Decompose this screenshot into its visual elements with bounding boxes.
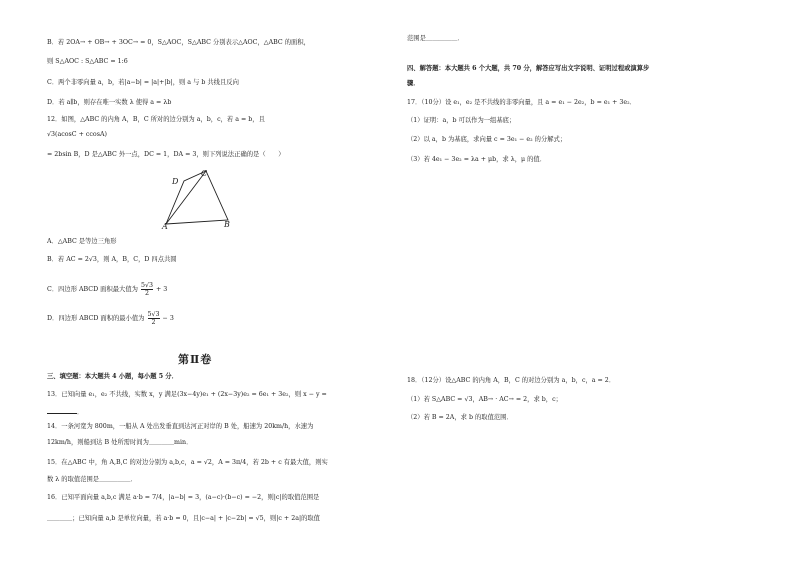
q12-c-text: C．四边形 ABCD 面积最大值为 [47,286,138,293]
q13-end: ． [77,409,84,416]
q12-c-fraction [141,282,153,297]
q17-stem: 17．（10分）设 e₁，e₂ 是不共线的非零向量，且 a = e₁ − 2e₂，b = e₁ + 3e₂． [407,99,636,106]
triangle-figure [160,166,240,230]
figure-label-d: D [172,177,179,186]
q12-option-c [47,282,167,297]
q13-text: 13．已知向量 e₁，e₂ 不共线，实数 x，y 满足(3x−4y)e₁ + (2x−3y)e₂ = 6e₁ + 3e₂，则 x − y = [47,391,327,398]
right-column [397,0,794,562]
q12-d-numerator: 5√3 [147,311,160,318]
section-4-heading-line2: 骤． [407,80,420,87]
q16-line2: ＿＿＿＿；已知向量 a,b 是单位向量，若 a·b = 0，且|c−a| + |c−2b| = √5，则|c + 2a|的取值 [47,515,320,522]
q16-line1: 16．已知平面向量 a,b,c 满足 a·b = 7/4，|a−b| = 3，(a−c)·(b−c) = −2，则|c|的取值范围是 [47,494,320,501]
q12-c-denominator: 2 [144,290,149,297]
q12-d-denominator: 2 [151,319,156,326]
section-3-heading: 三、填空题：本大题共 4 小题，每小题 5 分． [47,373,178,380]
q12-option-a: A．△ABC 是等边三角形 [47,238,117,245]
q18-part2: （2）若 B = 2A，求 b 的取值范围． [407,414,513,421]
q11-option-c: C．两个非零向量 a，b，若|a−b| = |a|+|b|，则 a 与 b 共线且反向 [47,79,239,86]
q13-blank-line [47,407,83,417]
q12-d-fraction [148,311,160,326]
q12-d-tail: − 3 [162,315,174,322]
figure-label-a: A [162,222,168,230]
q18-stem: 18．（12分）设△ABC 的内角 A，B，C 的对边分别为 a，b，c，a = 2． [407,377,616,384]
q12-d-text: D．四边形 ABCD 面积的最小值为 [47,315,145,322]
q12-option-d [47,311,174,326]
section-4-heading-line1: 四、解答题：本大题共 6 个大题，共 70 分，解答应写出文字说明、证明过程或演算步 [407,65,650,72]
q12-stem-line1: 12．如图，△ABC 的内角 A，B，C 所对的边分别为 a，b，c，若 a = b，且 [47,116,265,123]
q15-line1: 15．在△ABC 中，角 A,B,C 的对边分别为 a,b,c，a = √2，A = 3π/4，若 2b + c 有最大值，则实 [47,459,328,466]
q12-stem-line3: = 2bsin B，D 是△ABC 外一点，DC = 1，DA = 3，则下列说法正确的是（ ） [47,151,285,158]
q14-line2: 12km/h，则船到达 B 处所需时间为＿＿＿＿min． [47,439,193,446]
q16-line3: 范围是＿＿＿＿＿． [407,35,464,42]
q11-option-b-line1: B．若 2OA→ + OB→ + 3OC→ = 0，S△AOC，S△ABC 分别表示△AOC，△ABC 的面积， [47,39,310,46]
q13-blank [47,407,77,414]
q12-option-b: B．若 AC = 2√3，则 A，B，C，D 四点共圆 [47,256,177,263]
q11-option-b-line2: 则 S△AOC : S△ABC = 1:6 [47,58,128,65]
q15-line2: 数 λ 的取值范围是＿＿＿＿＿． [47,476,137,483]
q18-part1: （1）若 S△ABC = √3，AB→ · AC→ = 2，求 b，c； [407,396,562,403]
figure-label-c: C [201,169,208,178]
q11-option-d: D．若 a∥b，则存在唯一实数 λ 使得 a = λb [47,99,172,106]
q12-c-tail: + 3 [156,286,168,293]
volume-ii-heading: 第Ⅱ卷 [178,353,213,366]
q12-c-numerator: 5√3 [140,282,153,289]
q17-part1: （1）证明：a，b 可以作为一组基底； [407,117,516,124]
q14-line1: 14．一条河宽为 800m，一船从 A 处出发垂直到达河正对岸的 B 处，船速为 20km/h，水速为 [47,423,314,430]
q12-stem-line2: √3(acosC + ccosA) [47,131,107,138]
q17-part2: （2）以 a，b 为基底，求向量 c = 3e₁ − e₂ 的分解式； [407,136,567,143]
q17-part3: （3）若 4e₁ − 3e₂ = λa + μb，求 λ，μ 的值． [407,156,546,163]
q13 [47,391,327,399]
figure-label-b: B [224,220,230,229]
